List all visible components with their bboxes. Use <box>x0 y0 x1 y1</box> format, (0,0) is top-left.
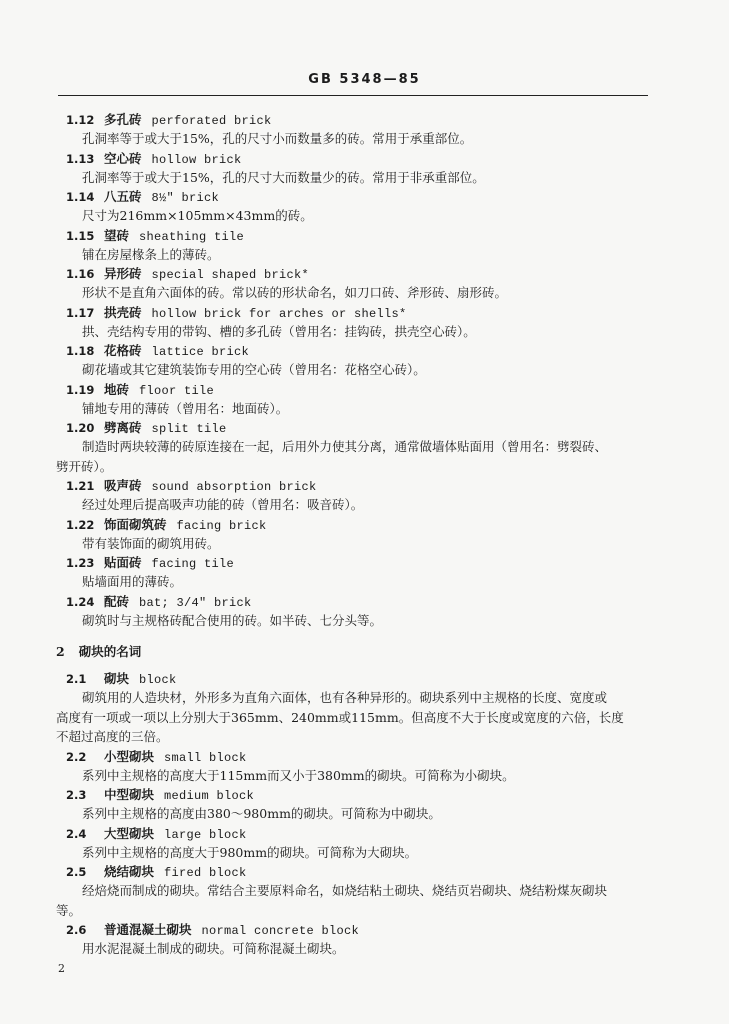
term-definition: 等。 <box>56 902 82 918</box>
term-number: 1.15 <box>66 228 95 243</box>
term-english: normal concrete block <box>201 924 360 938</box>
term-number: 1.22 <box>66 517 95 532</box>
term-heading <box>66 151 242 168</box>
document-header: GB 5348—85 <box>308 72 421 87</box>
term-number: 1.20 <box>66 421 95 435</box>
term-definition: 带有装饰面的砌筑用砖。 <box>82 535 220 551</box>
term-english: facing tile <box>151 557 235 571</box>
term-definition: 孔洞率等于或大于15%，孔的尺寸小而数量多的砖。常用于承重部位。 <box>82 131 473 146</box>
term-heading <box>66 478 317 495</box>
term-number: 2.2 <box>66 749 87 764</box>
term-number: 2.1 <box>66 672 87 686</box>
term-chinese: 中型砌块 <box>104 787 155 802</box>
term-heading <box>66 671 177 688</box>
term-definition: 高度有一项或一项以上分别大于365mm、240mm或115mm。但高度不大于长度或宽度的六倍，长度 <box>56 709 624 725</box>
term-chinese: 花格砖 <box>104 343 142 358</box>
term-chinese: 八五砖 <box>104 189 142 204</box>
term-number: 1.21 <box>66 479 95 493</box>
section-number: 2 <box>56 644 65 659</box>
term-heading <box>66 864 247 881</box>
term-number: 1.23 <box>66 556 95 570</box>
term-definition: 系列中主规格的高度大于115mm而又小于380mm的砌块。可简称为小砌块。 <box>82 767 515 783</box>
term-definition: 经焙烧而制成的砌块。常结合主要原料命名，如烧结粘土砌块、烧结页岩砌块、烧结粉煤灰砌块 <box>82 883 608 898</box>
term-heading <box>66 787 254 804</box>
term-definition: 拱、壳结构专用的带钩、槽的多孔砖（曾用名：挂钩砖，拱壳空心砖）。 <box>82 323 476 339</box>
term-definition: 砌花墙或其它建筑装饰专用的空心砖（曾用名：花格空心砖）。 <box>82 362 426 377</box>
term-chinese: 地砖 <box>104 381 130 397</box>
term-definition: 铺在房屋椽条上的薄砖。 <box>82 246 220 262</box>
term-chinese: 贴面砖 <box>104 555 142 570</box>
term-definition: 不超过高度的三倍。 <box>56 729 169 744</box>
term-chinese: 普通混凝土砌块 <box>104 922 192 937</box>
term-definition: 贴墙面用的薄砖。 <box>82 574 183 589</box>
term-english: sheathing tile <box>139 229 245 244</box>
term-definition: 孔洞率等于或大于15%，孔的尺寸大而数量少的砖。常用于非承重部位。 <box>82 169 485 185</box>
term-definition: 劈开砖）。 <box>56 458 113 474</box>
section-title: 砌块的名词 <box>78 644 142 659</box>
term-english: perforated brick <box>151 114 272 128</box>
term-english: 8½″ brick <box>151 191 220 205</box>
term-chinese: 小型砌块 <box>104 748 155 764</box>
term-number: 2.4 <box>66 826 87 841</box>
term-definition: 制造时两块较薄的砖原连接在一起，后用外力使其分离，通常做墙体贴面用（曾用名：劈裂砖、 <box>82 439 608 454</box>
term-definition: 系列中主规格的高度大于980mm的砌块。可简称为大砌块。 <box>82 844 418 860</box>
term-number: 1.18 <box>66 344 95 358</box>
term-english: small block <box>164 750 247 765</box>
term-chinese: 望砖 <box>104 227 130 243</box>
term-heading <box>66 112 272 129</box>
term-definition: 用水泥混凝土制成的砌块。可简称混凝土砌块。 <box>82 941 345 956</box>
term-chinese: 砌块 <box>104 671 130 686</box>
term-heading <box>66 594 252 611</box>
term-heading <box>66 343 249 360</box>
term-heading <box>66 517 267 534</box>
header-rule <box>58 95 648 96</box>
term-chinese: 异形砖 <box>104 266 142 281</box>
term-number: 1.24 <box>66 594 95 609</box>
term-english: large block <box>164 827 247 842</box>
term-number: 1.17 <box>66 305 95 320</box>
term-heading <box>66 420 227 437</box>
term-number: 2.6 <box>66 923 87 937</box>
term-heading <box>66 555 234 572</box>
term-english: lattice brick <box>151 345 250 359</box>
term-chinese: 多孔砖 <box>104 112 142 127</box>
term-chinese: 烧结砌块 <box>104 864 155 879</box>
section-heading <box>56 644 141 660</box>
term-chinese: 大型砌块 <box>104 825 155 841</box>
term-english: hollow brick for arches or shells* <box>151 306 407 321</box>
term-definition: 铺地专用的薄砖（曾用名：地面砖）。 <box>82 400 289 416</box>
term-definition: 砌筑用的人造块材，外形多为直角六面体，也有各种异形的。砌块系列中主规格的长度、宽度或 <box>82 690 608 705</box>
term-number: 1.14 <box>66 190 95 204</box>
term-english: block <box>139 673 177 687</box>
term-heading <box>66 189 219 206</box>
term-heading <box>66 305 407 322</box>
term-number: 1.13 <box>66 151 95 166</box>
term-heading <box>66 922 359 939</box>
term-heading <box>66 228 244 245</box>
term-english: facing brick <box>176 518 267 533</box>
term-number: 1.16 <box>66 267 95 281</box>
term-definition: 系列中主规格的高度由380～980mm的砌块。可简称为中砌块。 <box>82 806 441 821</box>
term-heading <box>66 382 214 399</box>
term-english: hollow brick <box>151 152 242 167</box>
term-heading <box>66 749 247 766</box>
term-chinese: 劈离砖 <box>104 420 142 435</box>
term-definition: 尺寸为216mm×105mm×43mm的砖。 <box>82 208 313 223</box>
term-chinese: 配砖 <box>104 593 130 609</box>
term-heading <box>66 826 247 843</box>
page-number: 2 <box>58 962 65 975</box>
term-heading <box>66 266 309 283</box>
term-chinese: 空心砖 <box>104 150 142 166</box>
term-english: floor tile <box>139 383 215 398</box>
term-english: split tile <box>151 422 227 436</box>
term-definition: 经过处理后提高吸声功能的砖（曾用名：吸音砖）。 <box>82 497 364 512</box>
term-number: 1.19 <box>66 382 95 397</box>
term-english: special shaped brick* <box>151 268 310 282</box>
term-number: 2.5 <box>66 865 87 879</box>
term-chinese: 吸声砖 <box>104 478 142 493</box>
term-english: sound absorption brick <box>151 480 317 494</box>
term-definition: 砌筑时与主规格砖配合使用的砖。如半砖、七分头等。 <box>82 612 383 628</box>
term-number: 2.3 <box>66 788 87 802</box>
term-chinese: 饰面砌筑砖 <box>104 516 167 532</box>
term-english: medium block <box>164 789 255 803</box>
term-definition: 形状不是直角六面体的砖。常以砖的形状命名，如刀口砖、斧形砖、扇形砖。 <box>82 285 508 300</box>
term-chinese: 拱壳砖 <box>104 304 142 320</box>
term-number: 1.12 <box>66 113 95 127</box>
term-english: fired block <box>164 866 247 880</box>
term-english: bat; 3/4″ brick <box>139 595 252 610</box>
